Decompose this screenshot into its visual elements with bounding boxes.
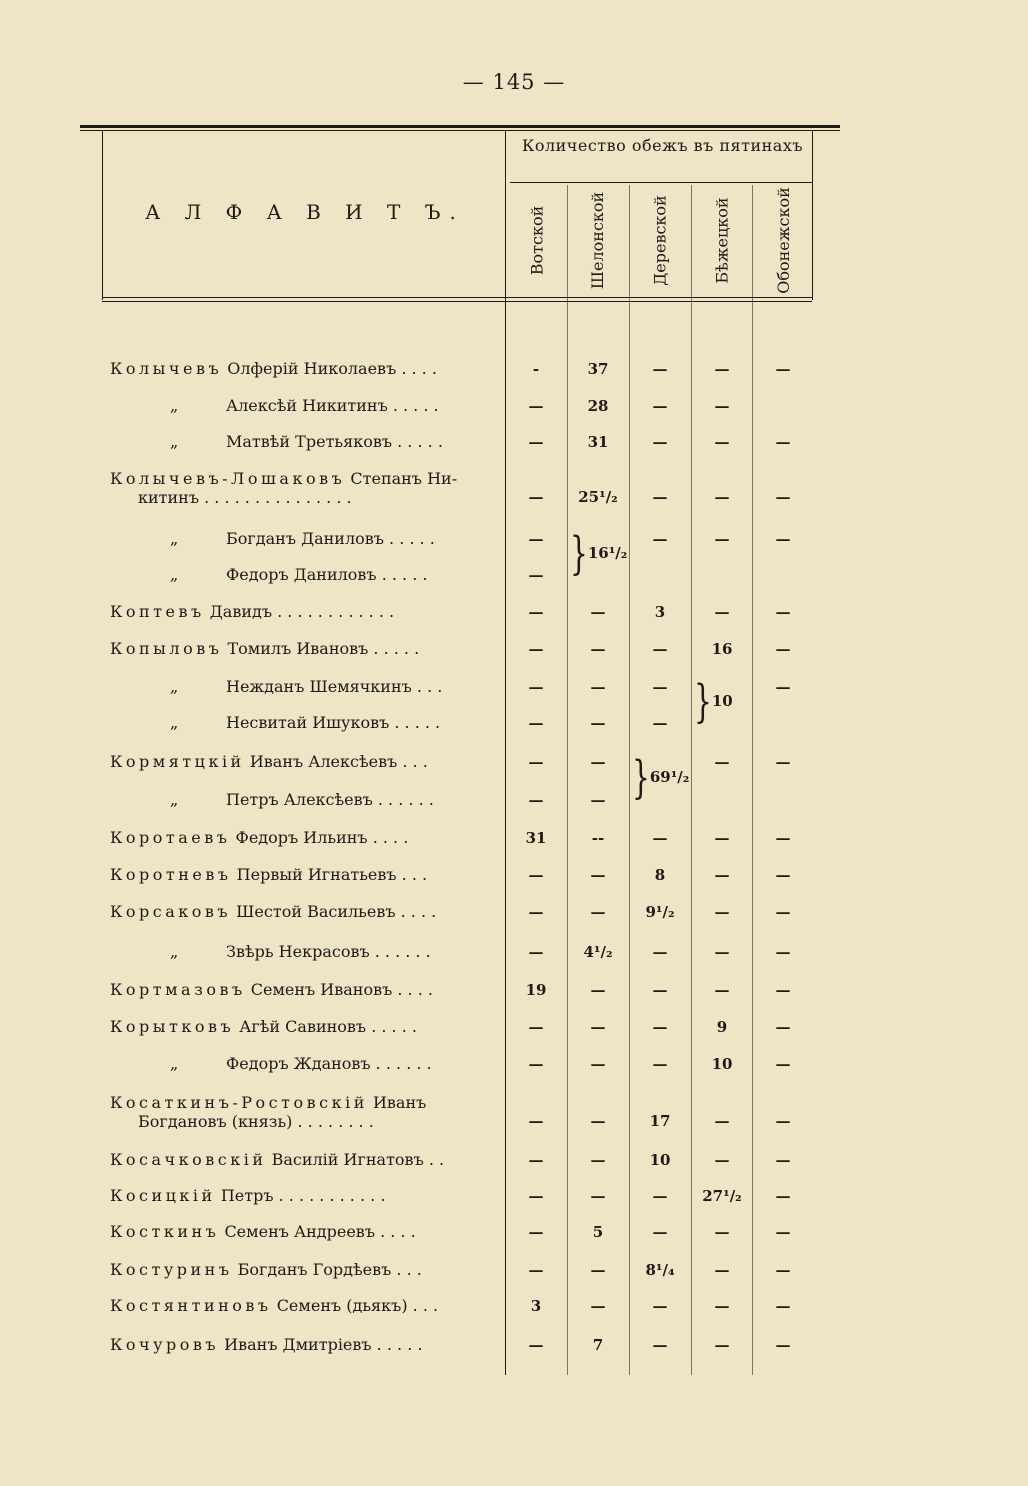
given-name: Шестой Васильевъ . . . . — [236, 903, 437, 921]
value-cell: — — [775, 678, 791, 696]
value-cell: — — [590, 640, 606, 658]
surname: Косицкiй — [110, 1187, 216, 1205]
row-name — [110, 1336, 495, 1354]
surname: Корсаковъ — [110, 903, 232, 921]
value-cell: 9¹/₂ — [645, 903, 675, 921]
value-cell: - — [532, 360, 540, 378]
value-cell: — — [775, 753, 791, 771]
surname: Колычевъ-Лошаковъ — [110, 469, 346, 488]
value-cell: — — [714, 488, 730, 506]
given-name: Федоръ Даниловъ . . . . . — [226, 566, 428, 584]
value-cell: — — [528, 1223, 544, 1241]
given-name: Давидъ . . . . . . . . . . . . — [209, 603, 395, 621]
given-name: Степанъ Ни- — [350, 469, 458, 488]
surname: Кочуровъ — [110, 1336, 220, 1354]
value-cell: — — [590, 1151, 606, 1169]
value-cell: — — [775, 1223, 791, 1241]
value-cell: 4¹/₂ — [583, 943, 613, 961]
value-cell: 28 — [587, 397, 609, 415]
value-cell: — — [775, 1297, 791, 1315]
surname: Корытковъ — [110, 1018, 235, 1036]
ditto-mark: „ — [170, 714, 179, 732]
value-cell: 16 — [711, 640, 733, 658]
value-cell: — — [590, 603, 606, 621]
value-cell: 7 — [592, 1336, 604, 1354]
value-cell: — — [775, 1112, 791, 1130]
table-top-border — [80, 125, 840, 128]
value-cell: — — [714, 1223, 730, 1241]
value-cell: -- — [591, 829, 605, 847]
column-header-obonezhskoi: Обонежской — [773, 186, 793, 294]
value-cell: — — [528, 397, 544, 415]
value-cell: — — [528, 640, 544, 658]
ditto-mark: „ — [170, 566, 179, 584]
surname: Костуринъ — [110, 1261, 233, 1279]
value-cell: 27¹/₂ — [702, 1187, 742, 1205]
row-name — [110, 866, 495, 884]
surname: Косаткинъ-Ростовскiй — [110, 1093, 368, 1112]
row-name — [170, 678, 495, 696]
value-cell: — — [652, 714, 668, 732]
value-cell: — — [652, 640, 668, 658]
row-name — [110, 1297, 495, 1315]
brace-mark: } — [694, 674, 712, 728]
value-cell: — — [775, 1336, 791, 1354]
given-name: Иванъ Дмитрiевъ . . . . . — [224, 1336, 423, 1354]
value-cell: — — [775, 1055, 791, 1073]
value-cell: — — [528, 678, 544, 696]
surname: Костянтиновъ — [110, 1297, 272, 1315]
value-cell: — — [528, 433, 544, 451]
value-cell: 17 — [649, 1112, 671, 1130]
column-header-votskoi: Вотской — [527, 205, 547, 275]
given-name: Агѣй Савиновъ . . . . . — [239, 1018, 417, 1036]
column-header-shelonskoi: Шелонской — [588, 191, 608, 289]
given-name: Федоръ Ждановъ . . . . . . — [226, 1055, 432, 1073]
bracketed-value — [694, 674, 733, 728]
row-name — [170, 791, 495, 809]
ditto-mark: „ — [170, 678, 179, 696]
given-name: Василiй Игнатовъ . . — [271, 1151, 445, 1169]
column-header-derevskoi: Деревской — [650, 194, 670, 286]
value-cell: — — [775, 1187, 791, 1205]
value-cell: — — [775, 903, 791, 921]
row-name — [110, 1093, 495, 1131]
value-cell: — — [528, 791, 544, 809]
value-cell: — — [528, 1112, 544, 1130]
count-group-header: Количество обежъ въ пятинахъ — [521, 136, 804, 155]
value-cell: 8 — [654, 866, 666, 884]
given-name: Семенъ (дьякъ) . . . — [276, 1297, 439, 1315]
row-name — [110, 903, 495, 921]
value-cell: — — [528, 866, 544, 884]
value-cell: — — [652, 530, 668, 548]
value-cell: 25¹/₂ — [578, 488, 618, 506]
value-cell: — — [652, 433, 668, 451]
group-header-underline — [510, 182, 812, 183]
given-name: Томилъ Ивановъ . . . . . — [227, 640, 420, 658]
table-left-border — [102, 130, 103, 300]
ditto-mark: „ — [170, 397, 179, 415]
header-bottom-border-double — [102, 301, 812, 302]
value-cell: — — [590, 1261, 606, 1279]
value-cell: — — [775, 1261, 791, 1279]
value-cell: 10 — [711, 1055, 733, 1073]
value-cell: — — [528, 530, 544, 548]
table-name-divider — [505, 130, 506, 300]
value-cell: — — [714, 397, 730, 415]
value-cell: — — [775, 943, 791, 961]
value-cell: — — [652, 1223, 668, 1241]
brace-value: 69¹/₂ — [649, 768, 690, 786]
value-cell: — — [652, 397, 668, 415]
row-name — [170, 1055, 495, 1073]
surname: Коптевъ — [110, 603, 205, 621]
given-name: Иванъ Алексѣевъ . . . — [249, 753, 428, 771]
value-cell: — — [714, 1112, 730, 1130]
value-cell: — — [714, 943, 730, 961]
surname: Кормятцкiй — [110, 753, 245, 771]
value-cell: — — [590, 1297, 606, 1315]
given-name: Первый Игнатьевъ . . . — [236, 866, 428, 884]
given-name: Алексѣй Никитинъ . . . . . — [226, 397, 439, 415]
value-cell: — — [528, 566, 544, 584]
value-cell: — — [652, 488, 668, 506]
given-name: Семенъ Андреевъ . . . . — [224, 1223, 416, 1241]
row-name — [110, 981, 495, 999]
row-name — [110, 640, 495, 658]
surname: Копыловъ — [110, 640, 223, 658]
given-name: Богданъ Даниловъ . . . . . — [226, 530, 435, 548]
value-cell: — — [590, 903, 606, 921]
value-cell: 3 — [654, 603, 666, 621]
row-name — [110, 1261, 495, 1279]
value-cell: — — [775, 433, 791, 451]
value-cell: — — [714, 360, 730, 378]
value-cell: — — [652, 1187, 668, 1205]
value-cell: — — [775, 981, 791, 999]
value-cell: — — [590, 791, 606, 809]
value-cell: — — [714, 1336, 730, 1354]
value-cell: 31 — [525, 829, 547, 847]
value-cell: — — [528, 1151, 544, 1169]
bracketed-value — [632, 750, 690, 804]
value-cell: 3 — [530, 1297, 542, 1315]
table-top-border-thin — [80, 130, 840, 131]
value-cell: — — [775, 360, 791, 378]
row-name — [110, 1151, 495, 1169]
value-cell: — — [528, 1187, 544, 1205]
given-name: Петръ . . . . . . . . . . . — [220, 1187, 386, 1205]
value-cell: — — [590, 753, 606, 771]
value-cell: — — [652, 981, 668, 999]
value-cell: — — [652, 1336, 668, 1354]
value-cell: — — [714, 1151, 730, 1169]
value-cell: 31 — [587, 433, 609, 451]
value-cell: — — [714, 603, 730, 621]
given-name: Матвѣй Третьяковъ . . . . . — [226, 433, 443, 451]
value-cell: 37 — [587, 360, 609, 378]
header-bottom-border — [102, 297, 812, 298]
value-cell: — — [714, 829, 730, 847]
ditto-mark: „ — [170, 1055, 179, 1073]
value-cell: — — [775, 829, 791, 847]
value-cell: — — [590, 1055, 606, 1073]
value-cell: 9 — [716, 1018, 728, 1036]
row-name — [170, 433, 495, 451]
given-name: Нежданъ Шемячкинъ . . . — [226, 678, 443, 696]
name-continuation: Богдановъ (князь) . . . . . . . . — [138, 1112, 374, 1131]
surname: Коротаевъ — [110, 829, 231, 847]
value-cell: — — [528, 488, 544, 506]
value-cell: — — [590, 1187, 606, 1205]
value-cell: — — [528, 1018, 544, 1036]
value-cell: — — [652, 1018, 668, 1036]
value-cell: — — [528, 1055, 544, 1073]
value-cell: 8¹/₄ — [645, 1261, 675, 1279]
ditto-mark: „ — [170, 943, 179, 961]
row-name — [110, 603, 495, 621]
value-cell: — — [775, 640, 791, 658]
value-cell: 19 — [525, 981, 547, 999]
row-name — [110, 753, 495, 771]
page-number: — 145 — — [462, 70, 566, 94]
surname: Косткинъ — [110, 1223, 220, 1241]
surname: Коротневъ — [110, 866, 232, 884]
name-continuation: китинъ . . . . . . . . . . . . . . . — [138, 488, 352, 507]
ditto-mark: „ — [170, 791, 179, 809]
value-cell: — — [528, 603, 544, 621]
ditto-mark: „ — [170, 433, 179, 451]
value-cell: — — [590, 714, 606, 732]
value-cell: — — [590, 1018, 606, 1036]
value-cell: — — [714, 903, 730, 921]
given-name: Несвитай Ишуковъ . . . . . — [226, 714, 441, 732]
value-cell: — — [528, 903, 544, 921]
alphabet-header: А Л Ф А В И Т Ъ. — [145, 200, 465, 224]
row-name — [170, 397, 495, 415]
given-name: Федоръ Ильинъ . . . . — [235, 829, 409, 847]
row-name — [110, 1018, 495, 1036]
row-name — [170, 566, 495, 584]
brace-value: 16¹/₂ — [587, 544, 628, 562]
value-cell: — — [528, 1336, 544, 1354]
row-name — [170, 943, 495, 961]
value-cell: — — [775, 866, 791, 884]
given-name: Звѣрь Некрасовъ . . . . . . — [226, 943, 431, 961]
value-cell: 10 — [649, 1151, 671, 1169]
value-cell: — — [714, 866, 730, 884]
surname: Колычевъ — [110, 360, 223, 378]
value-cell: — — [775, 1018, 791, 1036]
value-cell: — — [652, 1297, 668, 1315]
value-cell: — — [714, 981, 730, 999]
given-name: Богданъ Гордѣевъ . . . — [237, 1261, 422, 1279]
given-name: Петръ Алексѣевъ . . . . . . — [226, 791, 434, 809]
row-name — [170, 714, 495, 732]
value-cell: — — [714, 753, 730, 771]
brace-value: 10 — [711, 692, 733, 710]
value-cell: — — [528, 714, 544, 732]
brace-mark: } — [632, 750, 650, 804]
given-name: Олферiй Николаевъ . . . . — [227, 360, 437, 378]
value-cell: — — [775, 603, 791, 621]
value-cell: — — [652, 360, 668, 378]
row-name — [110, 1223, 495, 1241]
ditto-mark: „ — [170, 530, 179, 548]
value-cell: — — [714, 433, 730, 451]
value-cell: — — [652, 943, 668, 961]
value-cell: — — [528, 753, 544, 771]
row-name — [110, 829, 495, 847]
surname: Косачковскiй — [110, 1151, 267, 1169]
row-name — [170, 530, 495, 548]
given-name: Семенъ Ивановъ . . . . — [250, 981, 433, 999]
value-cell: — — [590, 1112, 606, 1130]
column-header-bezhetskoi: Бѣжецкой — [712, 196, 732, 284]
value-cell: — — [652, 829, 668, 847]
value-cell: — — [590, 981, 606, 999]
value-cell: — — [590, 866, 606, 884]
value-cell: — — [652, 1055, 668, 1073]
value-cell: — — [528, 1261, 544, 1279]
value-cell: — — [775, 1151, 791, 1169]
value-cell: — — [590, 678, 606, 696]
given-name: Иванъ — [372, 1093, 427, 1112]
surname: Кортмазовъ — [110, 981, 246, 999]
row-name — [110, 469, 495, 507]
value-cell: — — [714, 1261, 730, 1279]
value-cell: — — [775, 488, 791, 506]
value-cell: — — [714, 530, 730, 548]
value-cell: 5 — [592, 1223, 604, 1241]
row-name — [110, 360, 495, 378]
row-name — [110, 1187, 495, 1205]
brace-mark: } — [570, 526, 588, 580]
value-cell: — — [775, 530, 791, 548]
bracketed-value — [570, 526, 628, 580]
value-cell: — — [652, 678, 668, 696]
value-cell: — — [528, 943, 544, 961]
value-cell: — — [714, 1297, 730, 1315]
